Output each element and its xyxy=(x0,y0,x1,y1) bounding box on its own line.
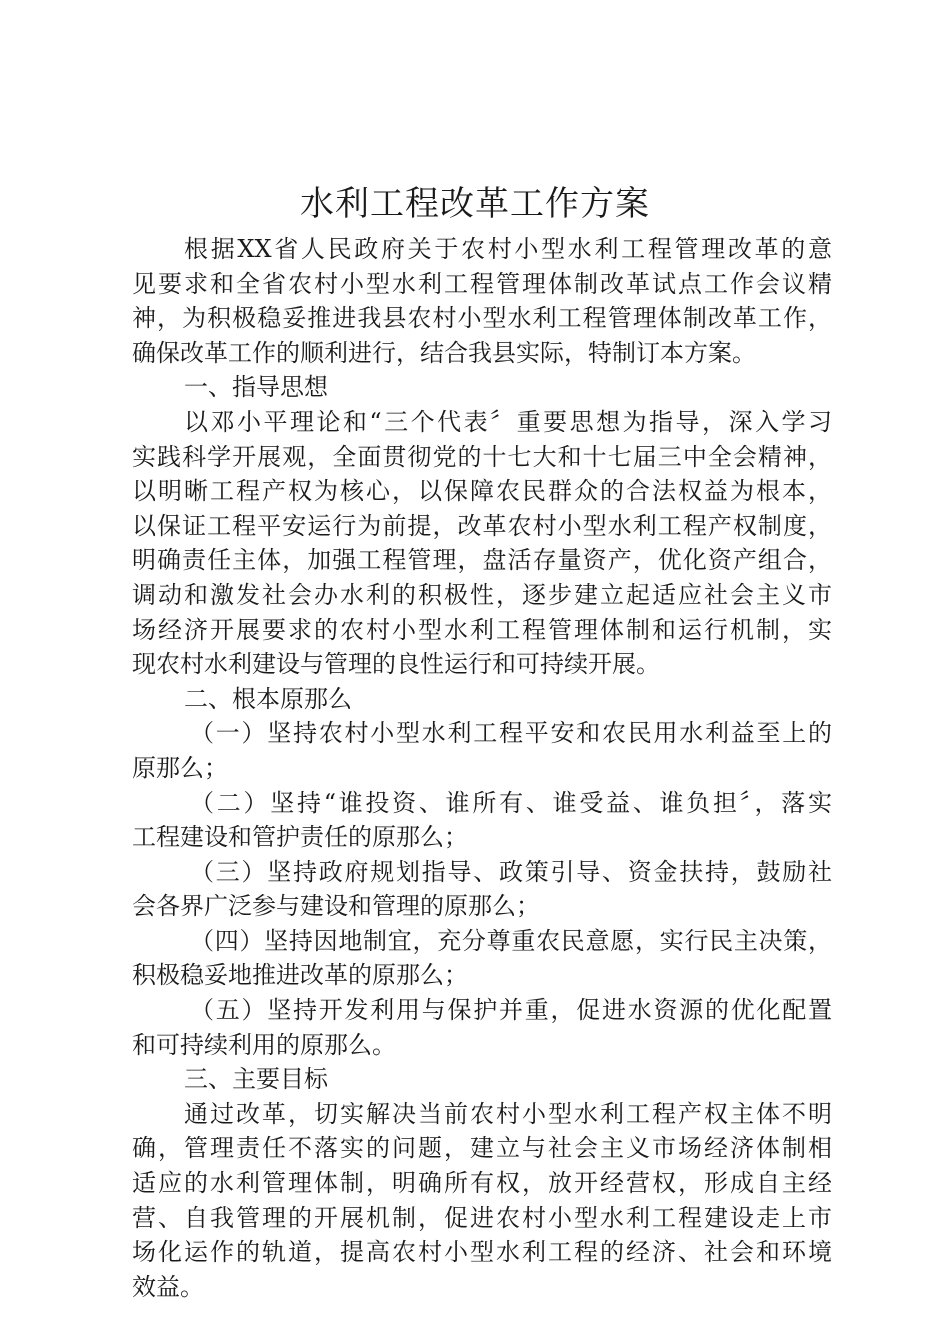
text-line: （一）坚持农村小型水利工程平安和农民用水利益至上的 xyxy=(190,719,832,748)
text-line: 现农村水利建设与管理的良性运行和可持续开展。 xyxy=(132,650,660,679)
text-line: 实践科学开展观，全面贯彻党的十七大和十七届三中全会精神， xyxy=(132,442,832,471)
text-line: 原那么； xyxy=(132,753,228,782)
text-line: 明确责任主体，加强工程管理，盘活存量资产，优化资产组合， xyxy=(132,546,832,575)
text-line: 以保证工程平安运行为前提，改革农村小型水利工程产权制度， xyxy=(132,511,832,540)
text-line: 以明晰工程产权为核心，以保障农民群众的合法权益为根本， xyxy=(132,477,832,506)
document-title: 水利工程改革工作方案 xyxy=(300,184,650,224)
document-body xyxy=(132,232,832,1304)
text-line: 确保改革工作的顺利进行，结合我县实际，特制订本方案。 xyxy=(132,338,756,367)
text-line: 场化运作的轨道，提高农村小型水利工程的经济、社会和环境 xyxy=(132,1238,832,1267)
text-line: 根据XX省人民政府关于农村小型水利工程管理改革的意 xyxy=(184,235,832,263)
text-line: 通过改革，切实解决当前农村小型水利工程产权主体不明 xyxy=(184,1099,832,1128)
text-line: 二、根本原那么 xyxy=(184,684,352,713)
text-line: 效益。 xyxy=(132,1272,204,1301)
text-line: 调动和激发社会办水利的积极性，逐步建立起适应社会主义市 xyxy=(132,580,832,609)
text-line: （四）坚持因地制宜，充分尊重农民意愿，实行民主决策， xyxy=(190,926,832,955)
text-line: 神，为积极稳妥推进我县农村小型水利工程管理体制改革工作， xyxy=(132,304,832,333)
text-line: 和可持续利用的原那么。 xyxy=(132,1030,396,1059)
text-line: （五）坚持开发利用与保护并重，促进水资源的优化配置 xyxy=(190,996,832,1025)
text-line: 一、指导思想 xyxy=(184,373,328,402)
text-line: 会各界广泛参与建设和管理的原那么； xyxy=(132,892,540,921)
text-line: 确，管理责任不落实的问题，建立与社会主义市场经济体制相 xyxy=(132,1134,832,1163)
text-line: 场经济开展要求的农村小型水利工程管理体制和运行机制，实 xyxy=(132,615,832,644)
text-line: 适应的水利管理体制，明确所有权，放开经营权，形成自主经 xyxy=(132,1169,832,1198)
text-line: 工程建设和管护责任的原那么； xyxy=(132,823,468,852)
text-line: 见要求和全省农村小型水利工程管理体制改革试点工作会议精 xyxy=(132,269,832,298)
text-line: （三）坚持政府规划指导、政策引导、资金扶持，鼓励社 xyxy=(190,857,832,886)
text-line: （二）坚持“谁投资、谁所有、谁受益、谁负担〞，落实 xyxy=(190,788,832,817)
text-line: 营、自我管理的开展机制，促进农村小型水利工程建设走上市 xyxy=(132,1203,832,1232)
text-line: 积极稳妥地推进改革的原那么； xyxy=(132,961,468,990)
text-line: 以邓小平理论和“三个代表〞重要思想为指导，深入学习 xyxy=(184,407,832,436)
text-line: 三、主要目标 xyxy=(184,1065,328,1094)
